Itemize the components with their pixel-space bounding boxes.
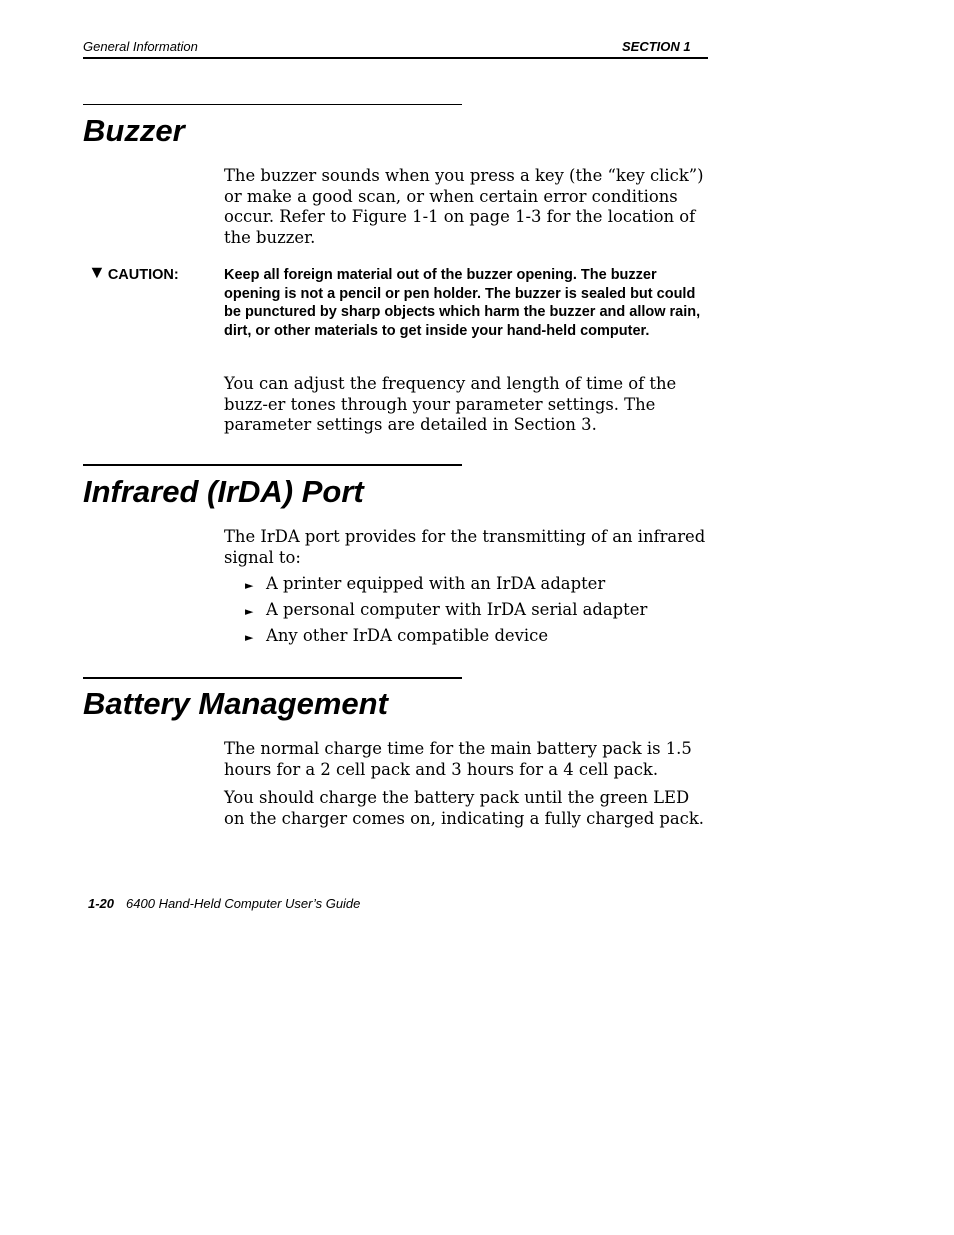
battery-section-rule: [83, 677, 462, 679]
caution-label: [88, 262, 179, 285]
footer-title: 6400 Hand-Held Computer User’s Guide: [126, 896, 361, 911]
list-item: [245, 626, 715, 652]
list-item-text: Any other IrDA compatible device: [266, 626, 549, 645]
caution-triangle-icon: ▼: [88, 262, 106, 282]
running-header-left: General Information: [83, 39, 198, 54]
buzzer-parameter-paragraph: You can adjust the frequency and length of time of the buzz-er tones through your parameter settings. The parameter settings are detailed in Section 3.: [224, 374, 677, 434]
buzzer-section-rule: [83, 104, 462, 105]
irda-device-list: [245, 574, 715, 652]
battery-charge-time-paragraph: The normal charge time for the main battery pack is 1.5 hours for a 2 cell pack and 3 hours for a 4 cell pack.: [224, 739, 692, 779]
buzzer-heading: Buzzer: [83, 113, 185, 148]
caution-label-text: CAUTION:: [107, 267, 179, 283]
caution-text: Keep all foreign material out of the buzzer opening. The buzzer opening is not a pencil or pen holder. The buzzer is sealed but could be punctured by sharp objects which harm the buzzer and allow rain, dirt, or other materials to get inside your hand-held computer.: [224, 267, 701, 340]
irda-heading: Infrared (IrDA) Port: [83, 474, 364, 509]
page-footer: [88, 896, 360, 912]
irda-intro-paragraph: The IrDA port provides for the transmitting of an infrared signal to:: [224, 527, 706, 567]
battery-led-paragraph: You should charge the battery pack until the green LED on the charger comes on, indicating a fully charged pack.: [224, 788, 704, 828]
list-item-text: A printer equipped with an IrDA adapter: [266, 574, 606, 593]
running-header-section: SECTION 1: [622, 39, 691, 54]
list-item: [245, 600, 715, 626]
header-divider: [83, 57, 708, 59]
list-item: [245, 574, 715, 600]
irda-section-rule: [83, 464, 462, 466]
buzzer-intro-paragraph: The buzzer sounds when you press a key (the “key click”) or make a good scan, or when certain error conditions occur. Refer to Figure 1-1 on page 1-3 for the location of the buzzer.: [224, 166, 704, 247]
right-arrow-bullet-icon: ►: [245, 631, 254, 644]
page-number: 1-20: [88, 896, 115, 911]
list-item-text: A personal computer with IrDA serial adapter: [266, 600, 648, 619]
right-arrow-bullet-icon: ►: [245, 579, 254, 592]
battery-heading: Battery Management: [83, 686, 388, 721]
right-arrow-bullet-icon: ►: [245, 605, 254, 618]
